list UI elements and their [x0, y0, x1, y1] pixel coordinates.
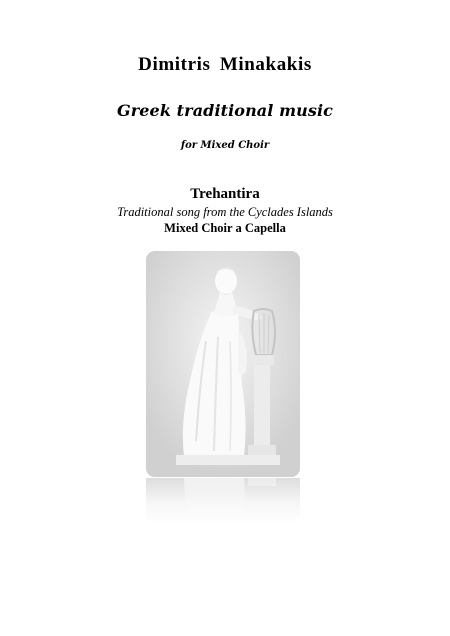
statue-image: [146, 251, 300, 477]
statue-image-reflection: [146, 478, 300, 524]
composer-name: Dimitris Minakakis: [138, 54, 312, 75]
piece-title: Trehantira: [190, 186, 260, 202]
reflection-icon: [146, 478, 300, 524]
ensemble-label: for Mixed Choir: [180, 140, 270, 151]
statue-with-lyre-icon: [146, 251, 300, 477]
piece-voicing: Mixed Choir a Capella: [164, 221, 286, 235]
piece-subtitle: Traditional song from the Cyclades Islands: [117, 205, 333, 219]
series-title: Greek traditional music: [116, 101, 334, 120]
